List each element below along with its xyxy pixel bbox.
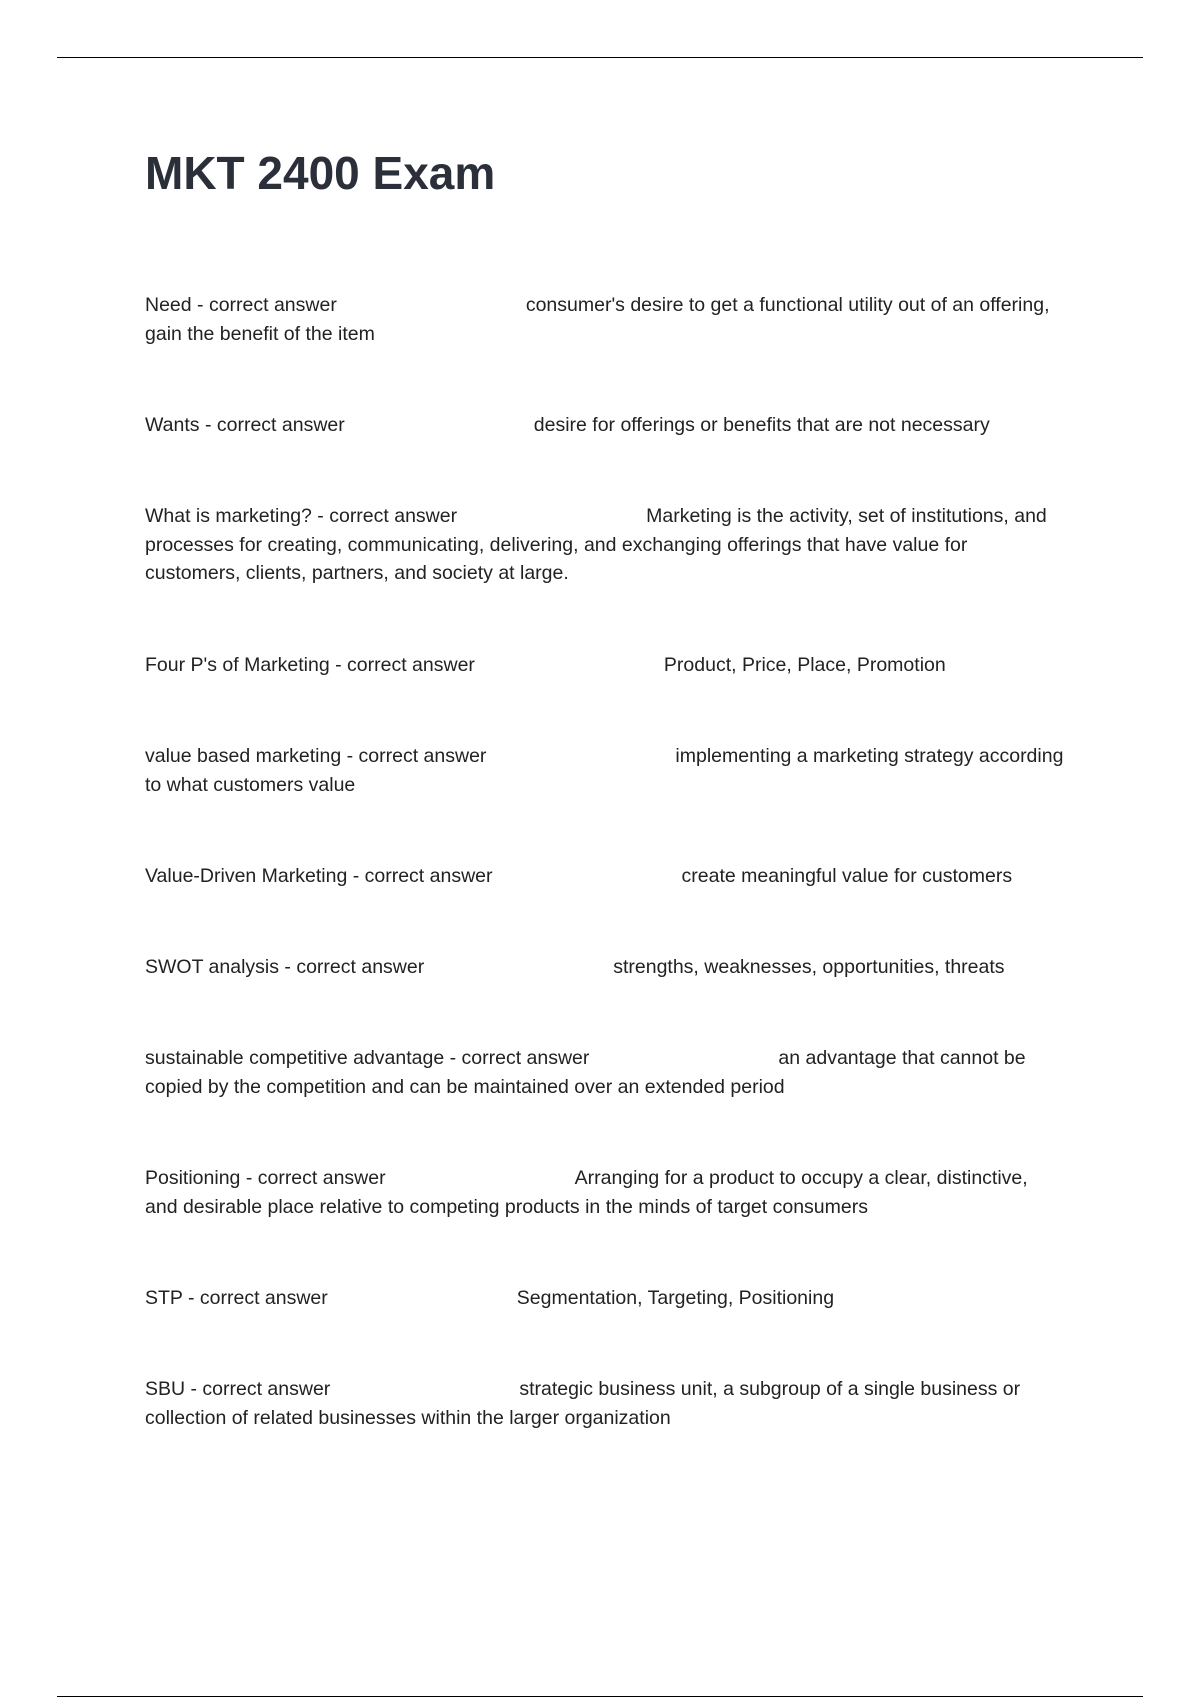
entry-term: Wants - correct answer	[145, 414, 345, 436]
flashcard-entry	[145, 742, 1065, 799]
entry-definition: Marketing is the activity, set of institutions, and processes for creating, communicating, delivering, and exchanging offerings that have value for customers, clients, partners, and society at large.	[145, 505, 1047, 584]
entry-definition: create meaningful value for customers	[681, 865, 1013, 887]
footer-rule	[57, 1696, 1143, 1697]
flashcard-entry	[145, 953, 1065, 982]
entry-term: SWOT analysis - correct answer	[145, 956, 425, 978]
entry-definition: consumer's desire to get a functional utility out of an offering, gain the benefit of the item	[145, 294, 1050, 345]
entry-definition: strategic business unit, a subgroup of a single business or collection of related businesses within the larger organization	[145, 1378, 1021, 1429]
entry-term: Value-Driven Marketing - correct answer	[145, 865, 493, 887]
flashcard-entry	[145, 411, 1065, 440]
entry-definition: implementing a marketing strategy according to what customers value	[145, 745, 1064, 796]
flashcard-entry	[145, 502, 1065, 588]
entry-definition: desire for offerings or benefits that are not necessary	[533, 414, 990, 436]
entry-term: STP - correct answer	[145, 1287, 328, 1309]
entry-definition: an advantage that cannot be copied by the competition and can be maintained over an extended period	[145, 1047, 1026, 1098]
entry-term: SBU - correct answer	[145, 1378, 331, 1400]
entry-definition: strengths, weaknesses, opportunities, threats	[613, 956, 1005, 978]
entry-term: value based marketing - correct answer	[145, 745, 487, 767]
document-title: MKT 2400 Exam	[145, 147, 496, 199]
entry-term: What is marketing? - correct answer	[145, 505, 458, 527]
flashcard-entry	[145, 1164, 1065, 1221]
entry-term: Positioning - correct answer	[145, 1167, 386, 1189]
flashcard-entry	[145, 1284, 1065, 1313]
entry-definition: Segmentation, Targeting, Positioning	[516, 1287, 835, 1309]
flashcard-entry	[145, 1375, 1065, 1432]
entry-term: Need - correct answer	[145, 294, 337, 316]
entry-definition: Arranging for a product to occupy a clear, distinctive, and desirable place relative to competing products in the minds of target consumers	[145, 1167, 1028, 1218]
entry-definition: Product, Price, Place, Promotion	[663, 654, 946, 676]
header-rule	[57, 57, 1143, 58]
flashcard-entry	[145, 291, 1065, 348]
flashcard-entry	[145, 1044, 1065, 1101]
flashcard-entry	[145, 862, 1065, 891]
flashcard-entry	[145, 651, 1065, 680]
entry-term: sustainable competitive advantage - correct answer	[145, 1047, 590, 1069]
entry-term: Four P's of Marketing - correct answer	[145, 654, 475, 676]
